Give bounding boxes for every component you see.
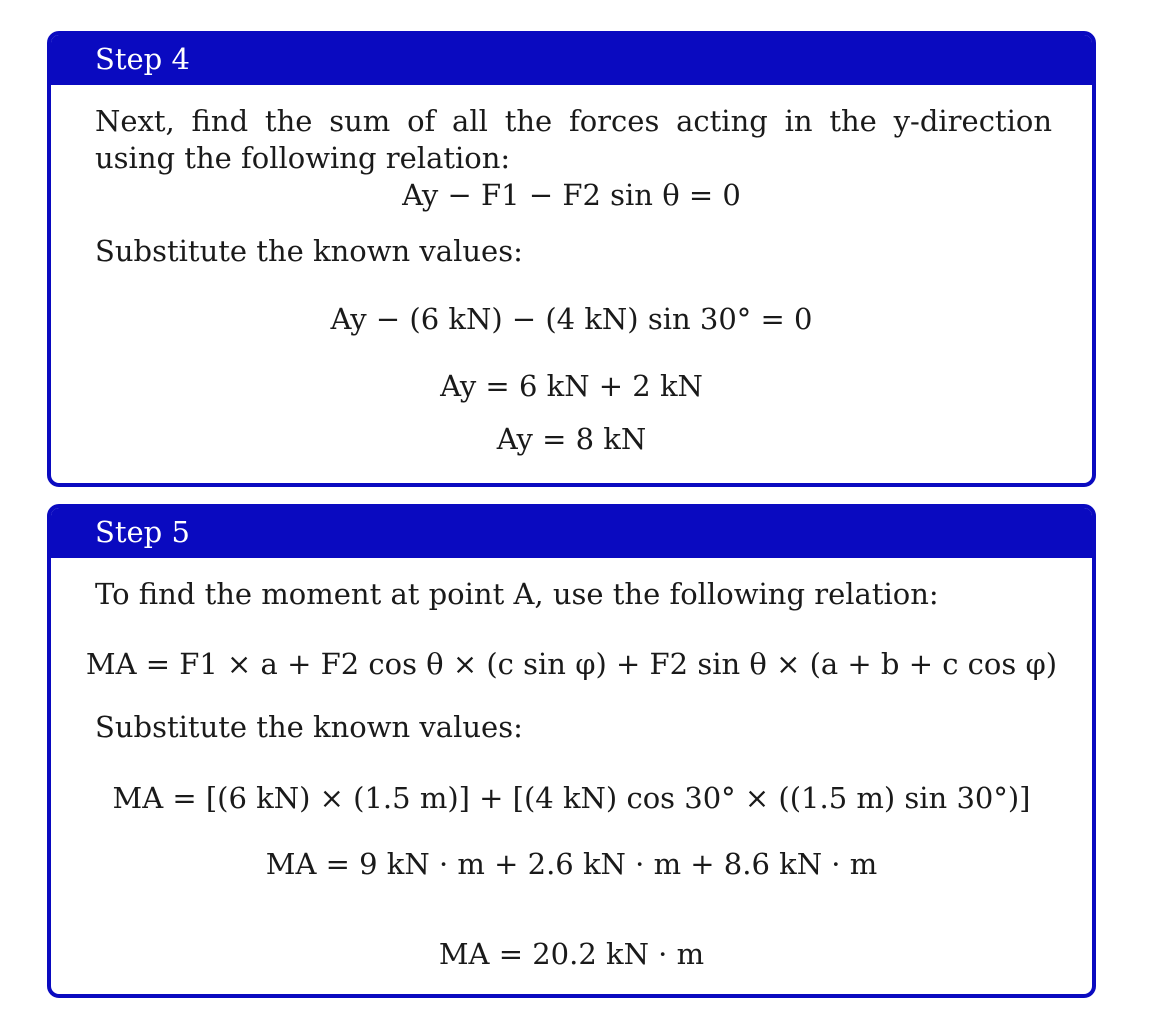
step-4-equation-3: Ay = 8 kN <box>496 422 647 456</box>
step-4-relation: Ay − F1 − F2 sin θ = 0 <box>402 178 741 212</box>
step-5-relation: MA = F1 × a + F2 cos θ × (c sin φ) + F2 sin θ × (a + b + c cos φ) <box>85 647 1058 681</box>
step-5-equation-3: MA = 20.2 kN · m <box>438 937 705 971</box>
step-4-substitute-label: Substitute the known values: <box>95 234 523 268</box>
step-5-intro: To find the moment at point A, use the following relation: <box>95 577 939 611</box>
step-4-intro: Next, find the sum of all the forces acting in the y-direction using the following relation: <box>95 104 1052 175</box>
step-5-substitute-label: Substitute the known values: <box>95 710 523 744</box>
step-5-equation-2: MA = 9 kN · m + 2.6 kN · m + 8.6 kN · m <box>265 847 878 881</box>
step-4-equation-2: Ay = 6 kN + 2 kN <box>440 369 703 403</box>
step-5-title: Step 5 <box>51 508 1092 558</box>
step-5-equation-1: MA = [(6 kN) × (1.5 m)] + [(4 kN) cos 30° × ((1.5 m) sin 30°)] <box>112 781 1031 815</box>
step-5-box <box>47 504 1096 998</box>
step-4-equation-1: Ay − (6 kN) − (4 kN) sin 30° = 0 <box>330 302 813 336</box>
step-4-title: Step 4 <box>51 35 1092 85</box>
step-4-box <box>47 31 1096 487</box>
